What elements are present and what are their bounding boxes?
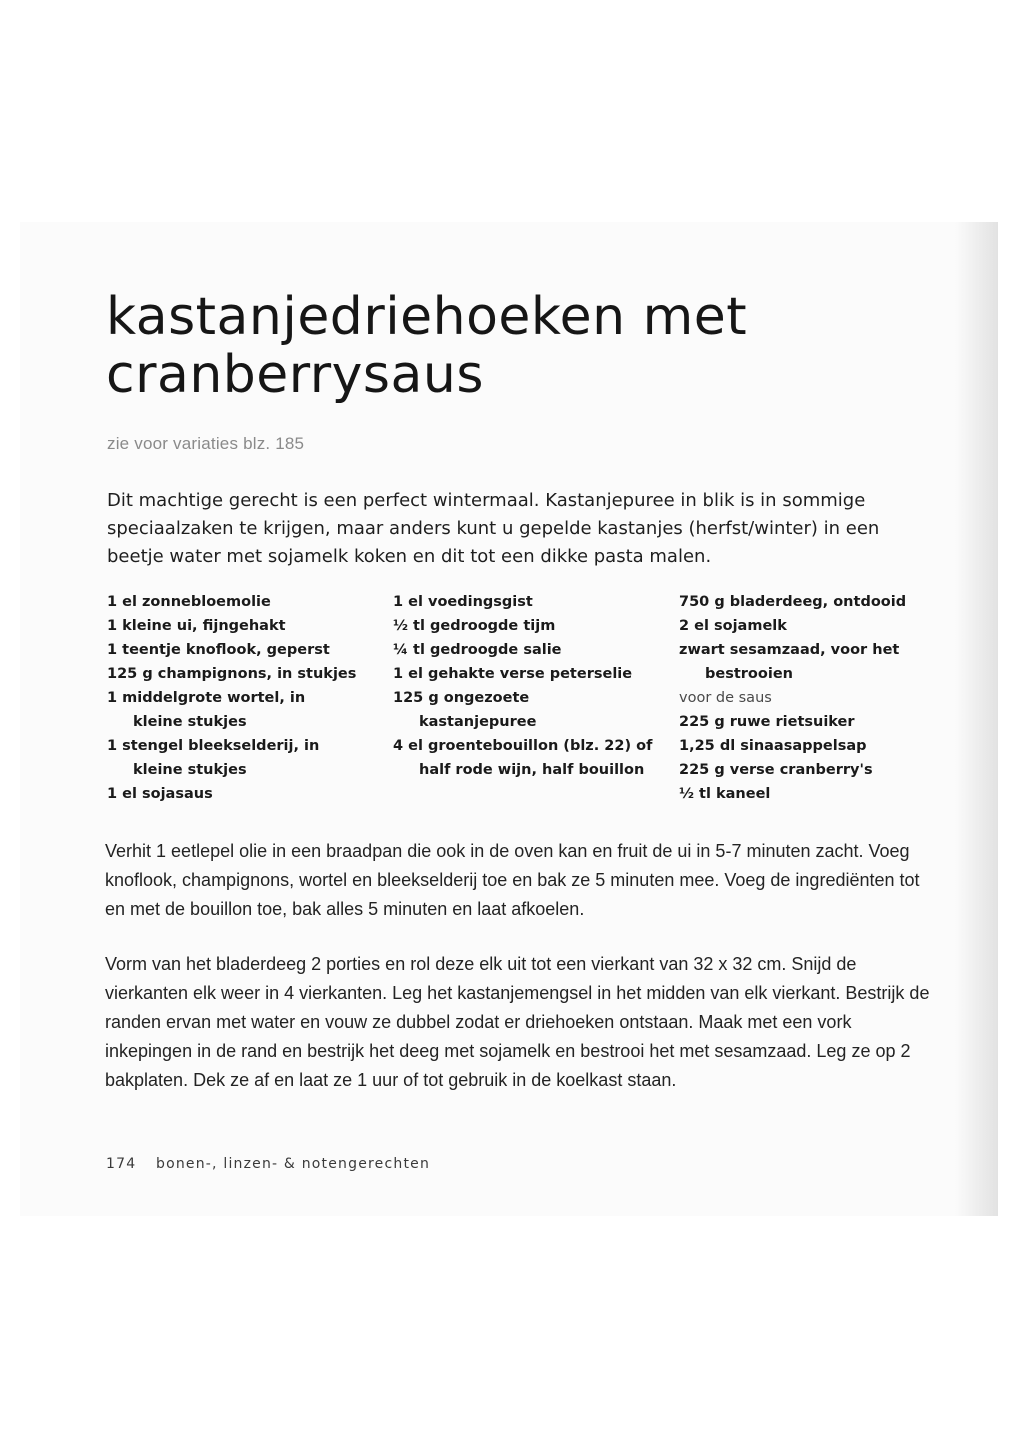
page-footer: [106, 1156, 430, 1172]
sauce-section-label: voor de saus: [679, 690, 772, 706]
ingredient-item: ½ tl kaneel: [679, 786, 771, 802]
ingredient-item: 1 el sojasaus: [107, 786, 213, 802]
ingredient-item: 750 g bladerdeeg, ontdooid: [679, 594, 907, 610]
ingredient-item: 125 g ongezoete kastanjepuree: [393, 690, 537, 730]
ingredients-column-3: [679, 590, 929, 806]
ingredient-item: 1 teentje knoflook, geperst: [107, 642, 330, 658]
ingredient-item: 2 el sojamelk: [679, 618, 787, 634]
ingredient-item: 1,25 dl sinaasappelsap: [679, 738, 867, 754]
ingredient-item: 1 middelgrote wortel, in kleine stukjes: [107, 690, 306, 730]
method-step-1: Verhit 1 eetlepel olie in een braadpan die ook in de oven kan en fruit de ui in 5-7 minuten zacht. Voeg knoflook, champignons, wortel en bleekselderij toe en bak ze 5 minuten mee. Voeg de ingrediënten tot en met de bouillon toe, bak alles 5 minuten en laat afkoelen.: [105, 841, 920, 919]
ingredient-item: 4 el groentebouillon (blz. 22) of half rode wijn, half bouillon: [393, 738, 653, 778]
recipe-intro: Dit machtige gerecht is een perfect wintermaal. Kastanjepuree in blik is in sommige speciaalzaken te krijgen, maar anders kunt u gepelde kastanjes (herfst/winter) in een beetje water met sojamelk koken en dit tot een dikke pasta malen.: [107, 490, 880, 567]
variations-reference: zie voor variaties blz. 185: [107, 434, 305, 453]
section-name: bonen-, linzen- & notengerechten: [155, 1156, 431, 1172]
ingredient-item: 1 kleine ui, fijngehakt: [107, 618, 286, 634]
ingredient-item: 125 g champignons, in stukjes: [107, 666, 357, 682]
ingredient-item: ½ tl gedroogde tijm: [393, 618, 556, 634]
method-step-2: Vorm van het bladerdeeg 2 porties en rol deze elk uit tot een vierkant van 32 x 32 cm. Snijd de vierkanten elk weer in 4 vierkanten. Leg het kastanjemengsel in het midden van elk vierkant. Bestrijk de randen ervan met water en vouw ze dubbel zodat er driehoeken ontstaan. Maak met een vork inkepingen in de rand en bestrijk het deeg met sojamelk en bestrooi het met sesamzaad. Leg ze op 2 bakplaten. Dek ze af en laat ze 1 uur of tot gebruik in de koelkast staan.: [105, 954, 930, 1090]
ingredient-item: 1 el zonnebloemolie: [107, 594, 271, 610]
recipe-title: kastanjedriehoeken met cranberrysaus: [106, 287, 748, 405]
ingredient-item: 1 stengel bleekselderij, in kleine stukjes: [107, 738, 320, 778]
ingredients-column-2: [393, 590, 653, 782]
ingredient-item: 1 el gehakte verse peterselie: [393, 666, 633, 682]
page-edge-shadow: [955, 222, 998, 1216]
ingredient-item: 225 g ruwe rietsuiker: [679, 714, 855, 730]
ingredient-item: ¼ tl gedroogde salie: [393, 642, 562, 658]
page-number: 174: [106, 1156, 137, 1172]
ingredient-item: 225 g verse cranberry's: [679, 762, 873, 778]
ingredient-item: zwart sesamzaad, voor het bestrooien: [679, 642, 900, 682]
ingredients-column-1: [107, 590, 377, 806]
ingredient-item: 1 el voedingsgist: [393, 594, 533, 610]
